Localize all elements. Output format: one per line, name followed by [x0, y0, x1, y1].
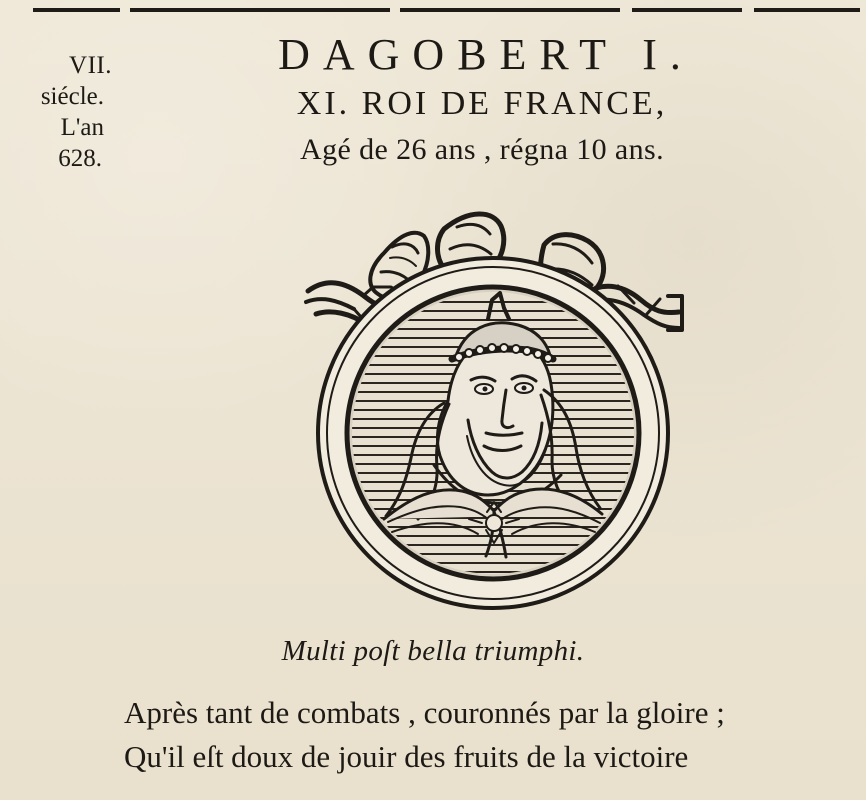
margin-note: [20, 52, 116, 176]
motto-text: Multi poſt bella triumphi.: [281, 635, 585, 667]
top-rule-segment: [33, 8, 120, 12]
verse-line-1: Après tant de combats , couronnés par la gloire ;: [124, 695, 725, 730]
siecle-label: siécle.: [40, 83, 104, 110]
century-label: VII.: [69, 52, 112, 79]
year-prefix-label: L'an: [60, 114, 104, 141]
header-block: [170, 32, 794, 165]
portrait-engraving: [298, 210, 688, 620]
top-rule-segment: [754, 8, 860, 12]
portrait-svg: [298, 210, 688, 620]
top-rule-segment: [130, 8, 390, 12]
page-title: DAGOBERT I.: [278, 30, 694, 79]
page-subtitle: XI. ROI DE FRANCE,: [296, 85, 668, 123]
top-rule-segment: [400, 8, 620, 12]
top-rule-segment: [632, 8, 742, 12]
year-label: 628.: [58, 145, 102, 172]
reign-text: Agé de 26 ans , régna 10 ans.: [300, 132, 664, 166]
verse-line-2: Qu'il eſt doux de jouir des fruits de la victoire: [124, 739, 689, 774]
